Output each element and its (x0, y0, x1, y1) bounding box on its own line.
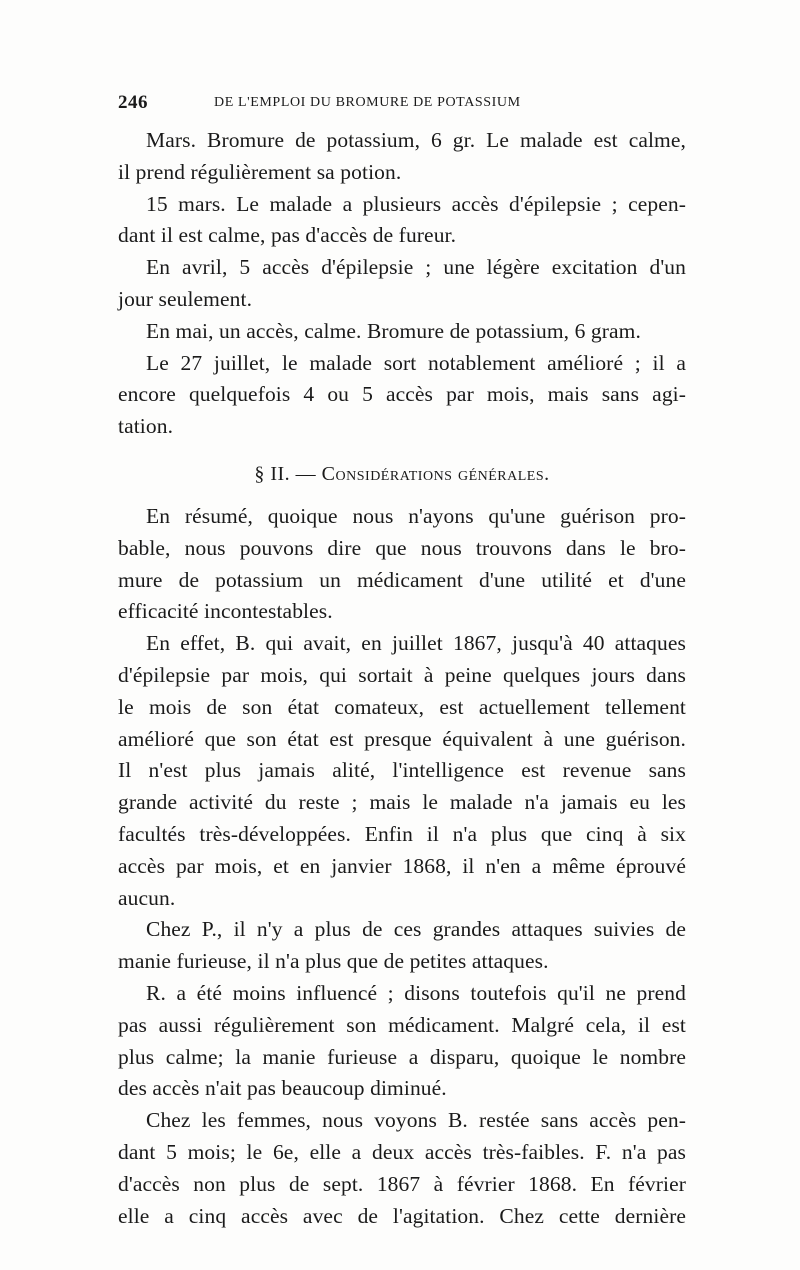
running-title: DE L'EMPLOI DU BROMURE DE POTASSIUM (214, 95, 521, 110)
text-block-before-section (118, 125, 686, 443)
text-line: En résumé, quoique nous n'ayons qu'une guérison pro- (146, 503, 686, 528)
text-line: R. a été moins influencé ; disons toutefois qu'il ne prend (146, 980, 686, 1005)
text-line: tation. (118, 414, 174, 439)
text-line: plus calme; la manie furieuse a disparu, quoique le nombre (118, 1044, 686, 1069)
text-line: Chez P., il n'y a plus de ces grandes attaques suivies de (146, 917, 686, 942)
text-line: amélioré que son état est presque équivalent à une guérison. (118, 726, 686, 751)
page-number: 246 (118, 92, 148, 113)
text-line: bable, nous pouvons dire que nous trouvons dans le bro- (118, 535, 686, 560)
text-line: dant 5 mois; le 6e, elle a deux accès très-faibles. F. n'a pas (118, 1139, 686, 1164)
text-line: Chez les femmes, nous voyons B. restée sans accès pen- (146, 1108, 686, 1133)
text-line: il prend régulièrement sa potion. (118, 159, 402, 184)
text-line: pas aussi régulièrement son médicament. Malgré cela, il est (118, 1012, 686, 1037)
section-heading: § II. — Considérations générales. (254, 462, 550, 485)
text-line: mure de potassium un médicament d'une utilité et d'une (118, 567, 686, 592)
text-line: 15 mars. Le malade a plusieurs accès d'épilepsie ; cepen- (146, 191, 686, 216)
text-line: facultés très-développées. Enfin il n'a plus que cinq à six (118, 821, 686, 846)
text-line: efficacité incontestables. (118, 599, 333, 624)
text-line: des accès n'ait pas beaucoup diminué. (118, 1076, 447, 1101)
text-line: Le 27 juillet, le malade sort notablement amélioré ; il a (146, 350, 686, 375)
text-line: d'épilepsie par mois, qui sortait à peine quelques jours dans (118, 662, 686, 687)
text-line: d'accès non plus de sept. 1867 à février 1868. En février (118, 1171, 686, 1196)
text-line: elle a cinq accès avec de l'agitation. Chez cette dernière (118, 1203, 686, 1228)
body-text (118, 125, 686, 1232)
text-line: dant il est calme, pas d'accès de fureur. (118, 223, 457, 248)
text-block-after-section (118, 501, 686, 1232)
text-line: En mai, un accès, calme. Bromure de potassium, 6 gram. (146, 318, 641, 343)
text-line: manie furieuse, il n'a plus que de petites attaques. (118, 949, 549, 974)
text-line: grande activité du reste ; mais le malade n'a jamais eu les (118, 790, 686, 815)
text-line: Mars. Bromure de potassium, 6 gr. Le malade est calme, (146, 128, 686, 152)
text-line: jour seulement. (118, 286, 253, 311)
text-line: accès par mois, et en janvier 1868, il n'en a même éprouvé (118, 853, 686, 878)
text-line: En effet, B. qui avait, en juillet 1867, jusqu'à 40 attaques (146, 631, 686, 656)
text-line: Il n'est plus jamais alité, l'intelligence est revenue sans (118, 758, 686, 783)
text-line: En avril, 5 accès d'épilepsie ; une légère excitation d'un (146, 255, 686, 280)
text-line: encore quelquefois 4 ou 5 accès par mois, mais sans agi- (118, 382, 686, 407)
text-line: aucun. (118, 885, 176, 910)
running-head (118, 92, 686, 116)
text-line: le mois de son état comateux, est actuellement tellement (118, 694, 686, 719)
